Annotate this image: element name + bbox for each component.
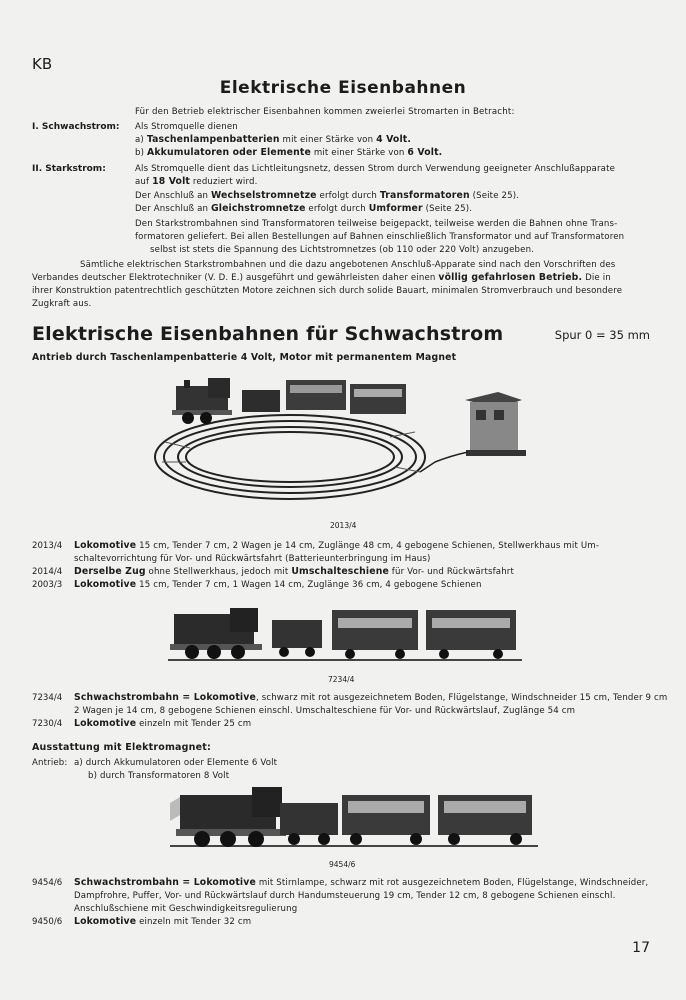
item-description: Schwachstrombahn = Lokomotive, schwarz mit rot ausgezeichnetem Boden, Flügelstange, Windschneider 15 cm, Tender 9 cm	[74, 692, 668, 703]
figure-3-caption: 9454/6	[329, 860, 356, 869]
item-description: Derselbe Zug ohne Stellwerkhaus, jedoch mit Umschalteschiene für Vor- und Rückwärtsfahrt	[74, 566, 515, 577]
train-oval-illustration	[150, 372, 535, 520]
item-description-cont: Anschlußschiene mit Geschwindigkeitsregulierung	[74, 904, 298, 914]
item-description: Lokomotive 15 cm, Tender 7 cm, 2 Wagen je 14 cm, Zuglänge 48 cm, 4 gebogene Schienen, Stellwerkhaus mit Um-	[74, 540, 600, 551]
antrieb-option-b: b) durch Transformatoren 8 Volt	[88, 771, 230, 781]
item-description-cont: 2 Wagen je 14 cm, 8 gebogene Schienen einschl. Umschalteschiene für Vor- und Rückwärtslauf, Zuglänge 54 cm	[74, 706, 576, 716]
item-code: 9450/6	[32, 917, 63, 927]
schwachstrom-label: I. Schwachstrom:	[32, 122, 120, 132]
stark-line-2: auf 18 Volt reduziert wird.	[135, 176, 258, 187]
item-description: Schwachstrombahn = Lokomotive mit Stirnlampe, schwarz mit rot ausgezeichnetem Boden, Flügelstange, Windschneider,	[74, 877, 649, 888]
vde-line-2: Verbandes deutscher Elektrotechniker (V. D. E.) ausgeführt und gewährleisten daher einen völlig gefahrlosen Betrieb. Die in	[32, 272, 611, 283]
item-code: 7234/4	[32, 693, 63, 703]
schwach-line-a: a) Taschenlampenbatterien mit einer Stärke von 4 Volt.	[135, 134, 412, 145]
vde-line-1: Sämtliche elektrischen Starkstrombahnen und die dazu angebotenen Anschluß-Apparate sind nach den Vorschriften des	[80, 260, 616, 270]
antrieb-option-a: a) durch Akkumulatoren oder Elemente 6 Volt	[74, 758, 278, 768]
train-7234-illustration	[168, 604, 522, 664]
intro-text: Für den Betrieb elektrischer Eisenbahnen kommen zweierlei Stromarten in Betracht:	[135, 107, 515, 117]
figure-2-caption: 7234/4	[328, 675, 355, 684]
page-title: Elektrische Eisenbahnen	[219, 78, 467, 98]
item-description-cont: schaltevorrichtung für Vor- und Rückwärtsfahrt (Batterieunterbringung im Haus)	[74, 554, 431, 564]
gauge-label: Spur 0 = 35 mm	[554, 328, 650, 342]
item-code: 7230/4	[32, 719, 63, 729]
elektromagnet-heading: Ausstattung mit Elektromagnet:	[32, 742, 212, 753]
item-code: 2013/4	[32, 541, 63, 551]
stark-line-4: Der Anschluß an Gleichstromnetze erfolgt durch Umformer (Seite 25).	[135, 203, 473, 214]
antrieb-label: Antrieb:	[32, 758, 68, 768]
item-description-cont: Dampfrohre, Puffer, Vor- und Rückwärtslauf durch Handumsteuerung 19 cm, Tender 12 cm, 8 gebogene Schienen einschl.	[74, 891, 616, 901]
stark-line-3: Der Anschluß an Wechselstromnetze erfolgt durch Transformatoren (Seite 25).	[135, 190, 520, 201]
item-code: 2003/3	[32, 580, 63, 590]
section-subtitle: Antrieb durch Taschenlampenbatterie 4 Volt, Motor mit permanentem Magnet	[32, 352, 457, 363]
stark-para-2: formatoren geliefert. Bei allen Bestellungen auf Bahnen einschließlich Transformator und auf Transformatoren	[135, 232, 625, 242]
starkstrom-label: II. Starkstrom:	[32, 164, 106, 174]
section-title: Elektrische Eisenbahnen für Schwachstrom	[32, 323, 504, 345]
vde-line-4: Zugkraft aus.	[32, 299, 92, 309]
stark-para-3: selbst ist stets die Spannung des Lichtstromnetzes (ob 110 oder 220 Volt) anzugeben.	[150, 245, 535, 255]
item-description: Lokomotive einzeln mit Tender 25 cm	[74, 718, 252, 729]
schwach-line-1: Als Stromquelle dienen	[135, 122, 238, 132]
item-code: 2014/4	[32, 567, 63, 577]
item-description: Lokomotive einzeln mit Tender 32 cm	[74, 916, 252, 927]
locomotive-graphic	[172, 378, 232, 424]
item-code: 9454/6	[32, 878, 63, 888]
item-description: Lokomotive 15 cm, Tender 7 cm, 1 Wagen 14 cm, Zuglänge 36 cm, 4 gebogene Schienen	[74, 579, 482, 590]
vde-line-3: ihrer Konstruktion patentrechtlich geschützten Motore zeichnen sich durch solide Bauart, minimalen Stromverbrauch und besondere	[32, 286, 623, 296]
page-number: 17	[632, 940, 650, 956]
figure-1-caption: 2013/4	[330, 521, 357, 530]
stark-line-1: Als Stromquelle dient das Lichtleitungsnetz, dessen Strom durch Verwendung geeigneter Anschlußapparate	[135, 164, 616, 174]
schwach-line-b: b) Akkumulatoren oder Elemente mit einer Stärke von 6 Volt.	[135, 147, 443, 158]
train-9454-illustration	[170, 785, 538, 853]
stark-para-1: Den Starkstrombahnen sind Transformatoren teilweise beigepackt, teilweise werden die Bahnen ohne Trans-	[135, 219, 618, 229]
catalog-code: KB	[32, 55, 53, 73]
signal-box-graphic	[420, 392, 526, 472]
